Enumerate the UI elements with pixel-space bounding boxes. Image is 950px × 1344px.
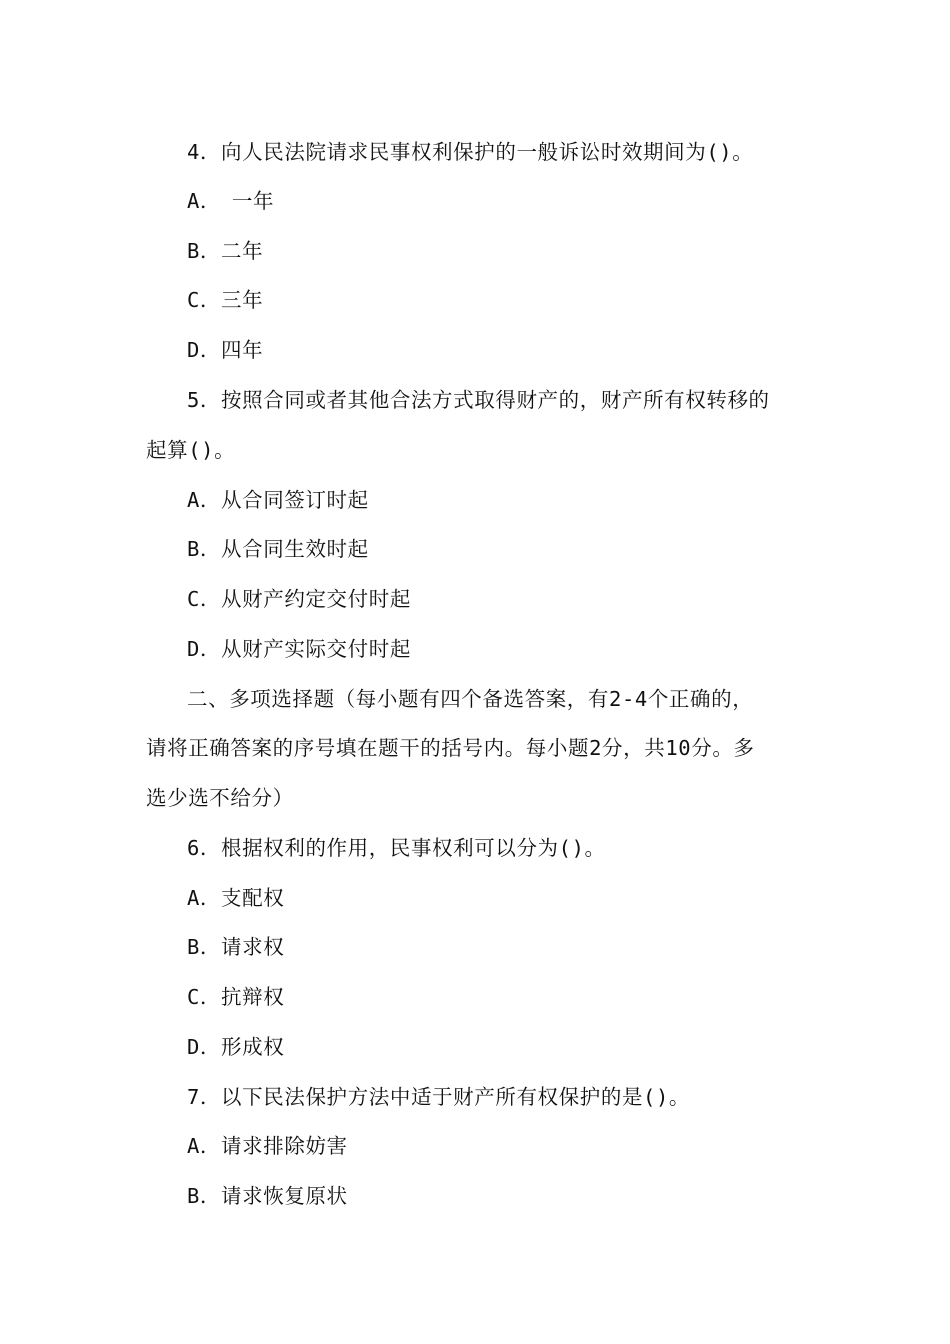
question-6-option-d: D．形成权	[187, 1035, 285, 1059]
question-5-option-c: C．从财产约定交付时起	[187, 587, 411, 611]
question-4-stem: 4．向人民法院请求民事权利保护的一般诉讼时效期间为()。	[187, 140, 754, 164]
section-2-heading: 二、多项选择题（每小题有四个备选答案，有2-4个正确的，	[187, 687, 754, 711]
section-2-instructions: 请将正确答案的序号填在题干的括号内。每小题2分，共10分。多	[146, 736, 755, 760]
question-5-option-b: B．从合同生效时起	[187, 537, 369, 561]
question-5-stem-continued: 起算()。	[146, 438, 236, 462]
question-5-stem: 5．按照合同或者其他合法方式取得财产的，财产所有权转移的	[187, 388, 770, 412]
question-4-option-b: B．二年	[187, 239, 264, 263]
question-6-option-b: B．请求权	[187, 935, 285, 959]
question-6-option-c: C．抗辩权	[187, 985, 285, 1009]
question-7-stem: 7．以下民法保护方法中适于财产所有权保护的是()。	[187, 1085, 691, 1109]
question-5-option-a: A．从合同签订时起	[187, 488, 369, 512]
question-4-option-c: C．三年	[187, 288, 264, 312]
question-5-option-d: D．从财产实际交付时起	[187, 637, 411, 661]
question-7-option-b: B．请求恢复原状	[187, 1184, 348, 1208]
question-4-option-d: D．四年	[187, 338, 264, 362]
section-2-instructions-end: 选少选不给分）	[146, 786, 294, 810]
question-4-option-a: A． 一年	[187, 189, 275, 213]
question-6-stem: 6．根据权利的作用，民事权利可以分为()。	[187, 836, 606, 860]
question-6-option-a: A．支配权	[187, 886, 285, 910]
question-7-option-a: A．请求排除妨害	[187, 1134, 348, 1158]
